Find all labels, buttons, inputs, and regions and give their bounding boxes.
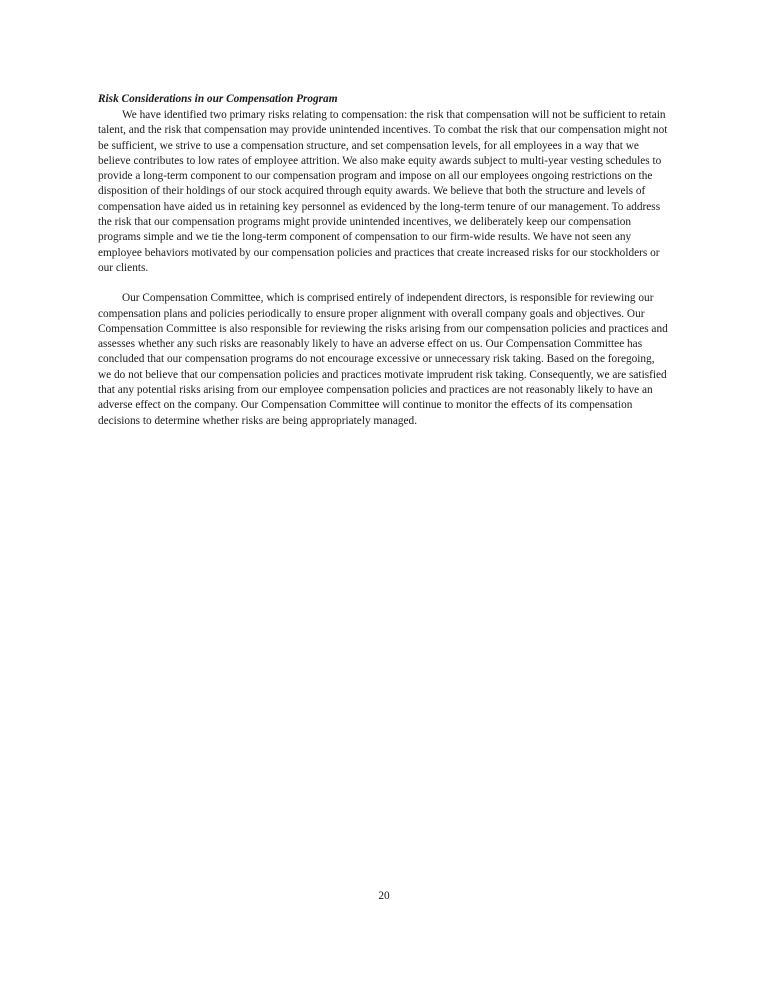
section-heading: Risk Considerations in our Compensation Program — [98, 93, 338, 105]
page-number: 20 — [378, 890, 390, 902]
paragraph-committee: Our Compensation Committee, which is comprised entirely of independent directors, is responsible for reviewing our compensation plans and policies periodically to ensure proper alignment with overall company goals and objectives. Our Compensation Committee is also responsible for reviewing the risks arising from our compensation policies and practices and assesses whether any such risks are reasonably likely to have an adverse effect on us. Our Compensation Committee has concluded that our compensation programs do not encourage excessive or unnecessary risk taking. Based on the foregoing, we do not believe that our compensation policies and practices motivate imprudent risk taking. Consequently, we are satisfied that any potential risks arising from our employee compensation policies and practices are not reasonably likely to have an adverse effect on the company. Our Compensation Committee will continue to monitor the effects of its compensation decisions to determine whether risks are being appropriately managed. — [98, 292, 668, 427]
paragraph-risks: We have identified two primary risks relating to compensation: the risk that compensation will not be sufficient to retain talent, and the risk that compensation may provide unintended incentives. To combat the risk that our compensation might not be sufficient, we strive to use a compensation structure, and set compensation levels, for all employees in a way that we believe contributes to low rates of employee attrition. We also make equity awards subject to multi-year vesting schedules to provide a long-term component to our compensation program and impose on all our employees ongoing restrictions on the disposition of their holdings of our stock acquired through equity awards. We believe that both the structure and levels of compensation have aided us in retaining key personnel as evidenced by the long-term tenure of our management. To address the risk that our compensation programs might provide unintended incentives, we deliberately keep our compensation programs simple and we tie the long-term component of compensation to our firm-wide results. We have not seen any employee behaviors motivated by our compensation policies and practices that create increased risks for our stockholders or our clients. — [98, 109, 668, 274]
document-body — [98, 92, 670, 429]
